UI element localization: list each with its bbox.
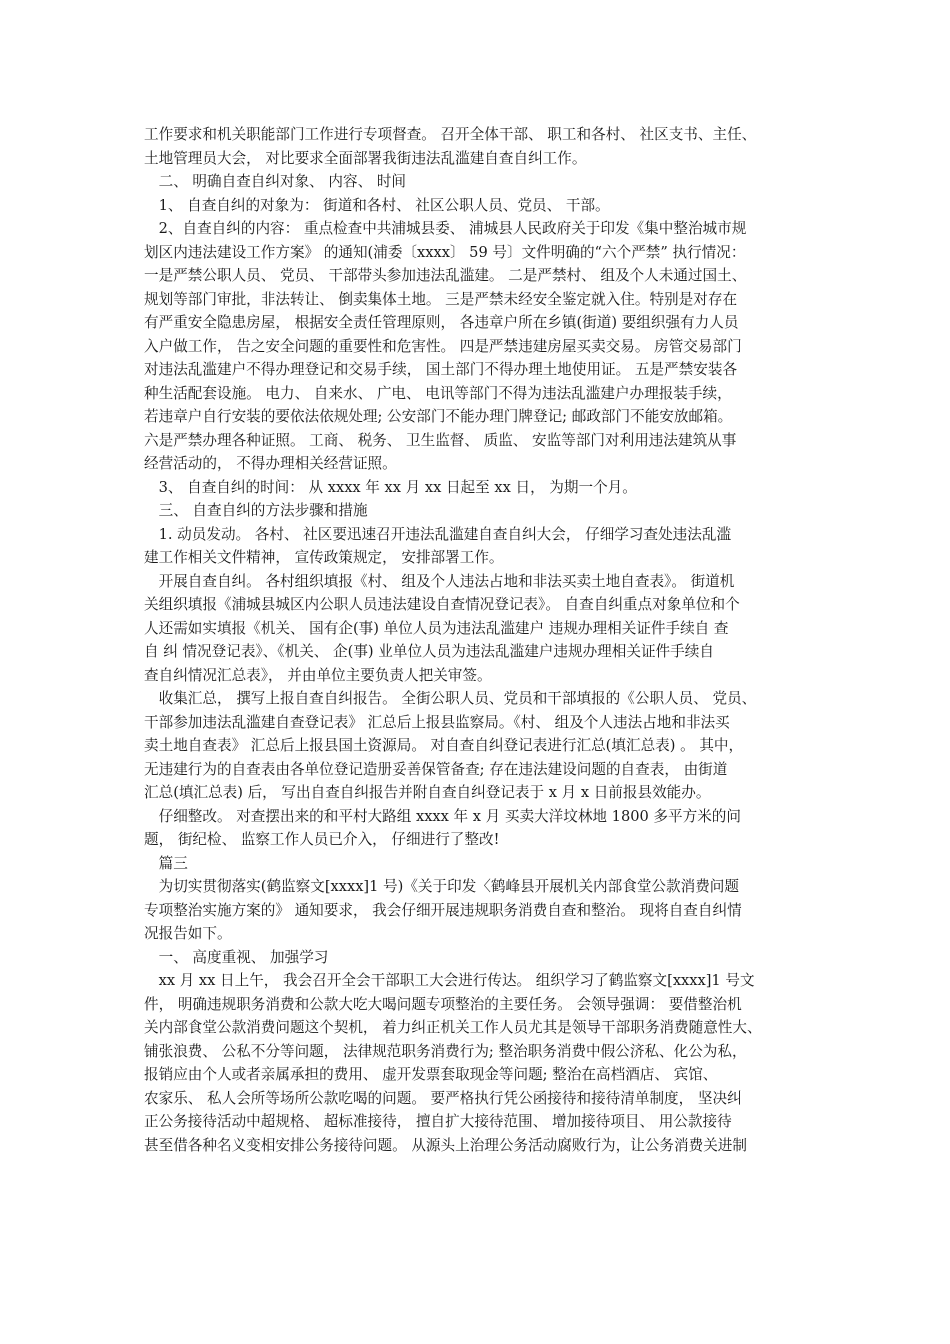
text-line: 件， 明确违规职务消费和公款大吃大喝问题专项整治的主要任务。 会领导强调： 要借整治机 [144, 995, 742, 1013]
text-line: 二、 明确自查自纠对象、 内容、 时间 [144, 173, 407, 190]
text-line: 建工作相关文件精神， 宣传政策规定， 安排部署工作。 [144, 549, 504, 566]
text-line: 收集汇总， 撰写上报自查自纠报告。 全街公职人员、党员和干部填报的《公职人员、 党员、 [144, 690, 757, 707]
text-line: 关内部食堂公款消费问题这个契机， 着力纠正机关工作人员尤其是领导干部职务消费随意性大、 [144, 1019, 762, 1036]
text-line: 正公务接待活动中超规格、 超标准接待， 擅自扩大接待范围、 增加接待项目、 用公款接待 [144, 1113, 732, 1130]
text-line: 仔细整改。 对查摆出来的和平村大路组 xxxx 年 x 月 买卖大洋坟林地 1800 多平方米的问 [144, 807, 741, 825]
text-line: 自 纠 情况登记表》、《机关、 企(事) 业单位人员为违法乱滥建户违规办理相关证件手续自 [144, 643, 714, 660]
text-line: 卖土地自查表》 汇总后上报县国土资源局。 对自查自纠登记表进行汇总(填汇总表) 。 其中， [144, 737, 744, 754]
text-line: 六是严禁办理各种证照。 工商、 税务、 卫生监督、 质监、 安监等部门对利用违法建筑从事 [144, 431, 737, 449]
text-line: 对违法乱滥建户不得办理登记和交易手续， 国土部门不得办理土地使用证。 五是严禁安装各 [144, 361, 738, 378]
text-line: 1、 自查自纠的对象为： 街道和各村、 社区公职人员、党员、 干部。 [144, 196, 610, 214]
text-line: 干部参加违法乱滥建自查登记表》 汇总后上报县监察局。《村、 组及个人违法占地和非法买 [144, 713, 730, 731]
text-line: 土地管理员大会， 对比要求全面部署我街违法乱滥建自查自纠工作。 [144, 149, 587, 167]
text-line: 经营活动的， 不得办理相关经营证照。 [144, 455, 397, 472]
text-line: 无违建行为的自查表由各单位登记造册妥善保管备查; 存在违法建设问题的自查表， 由街道 [144, 760, 728, 778]
text-line: 1. 动员发动。 各村、 社区要迅速召开违法乱滥建自查自纠大会， 仔细学习查处违法乱滥 [144, 525, 732, 543]
text-line: xx 月 xx 日上午， 我会召开全会干部职工大会进行传达。 组织学习了鹤监察文[xxxx]1 号文 [144, 972, 755, 989]
text-line: 规划等部门审批，非法转让、 倒卖集体土地。 三是严禁未经安全鉴定就入住。特别是对存在 [144, 290, 738, 308]
text-line: 关组织填报《浦城县城区内公职人员违法建设自查情况登记表》。 自查自纠重点对象单位和个 [144, 596, 740, 613]
text-line: 划区内违法建设工作方案》 的通知(浦委〔xxxx〕 59 号〕文件明确的“六个严禁” 执行情况： [144, 243, 746, 261]
text-line: 甚至借各种名义变相安排公务接待问题。 从源头上治理公务活动腐败行为，让公务消费关进制 [144, 1136, 747, 1154]
text-line: 为切实贯彻落实(鹤监察文[xxxx]1 号)《关于印发〈鹤峰县开展机关内部食堂公款消费问题 [144, 878, 739, 895]
text-line: 3、 自查自纠的时间： 从 xxxx 年 xx 月 xx 日起至 xx 日， 为期一个月。 [144, 478, 637, 496]
text-line: 况报告如下。 [144, 925, 232, 942]
text-line: 种生活配套设施。 电力、 自来水、 广电、 电讯等部门不得为违法乱滥建户办理报装手续， [144, 384, 732, 402]
text-line: 报销应由个人或者亲属承担的费用、 虚开发票套取现金等问题; 整治在高档酒店、 宾馆、 [144, 1066, 718, 1083]
document-page [144, 123, 824, 1157]
text-line: 查自纠情况汇总表》， 并由单位主要负责人把关审签。 [144, 666, 492, 684]
text-line: 篇三 [144, 854, 188, 872]
text-line: 题， 街纪检、 监察工作人员已介入， 仔细进行了整改! [144, 831, 500, 848]
text-line: 有严重安全隐患房屋， 根据安全责任管理原则， 各违章户所在乡镇(街道) 要组织强有力人员 [144, 314, 739, 331]
text-line: 专项整治实施方案的》 通知要求， 我会仔细开展违规职务消费自查和整治。 现将自查自纠情 [144, 901, 742, 919]
text-line: 一、 高度重视、 加强学习 [144, 948, 329, 966]
text-line: 开展自查自纠。 各村组织填报《村、 组及个人违法占地和非法买卖土地自查表》。 街道机 [144, 572, 735, 590]
text-line: 农家乐、 私人会所等场所公款吃喝的问题。 要严格执行凭公函接待和接待清单制度， 坚决纠 [144, 1089, 742, 1107]
text-line: 一是严禁公职人员、 党员、 干部带头参加违法乱滥建。 二是严禁村、 组及个人未通过国土、 [144, 267, 747, 284]
text-line: 人还需如实填报《机关、 国有企(事) 单位人员为违法乱滥建户 违规办理相关证件手续自 查 [144, 619, 729, 637]
text-line: 汇总(填汇总表) 后， 写出自查自纠报告并附自查自纠登记表于 x 月 x 日前报县效能办。 [144, 784, 711, 801]
text-line: 2、自查自纠的内容： 重点检查中共浦城县委、 浦城县人民政府关于印发《集中整治城市规 [144, 220, 747, 237]
text-line: 铺张浪费、 公私不分等问题， 法律规范职务消费行为; 整治职务消费中假公济私、化公为私， [144, 1042, 747, 1060]
text-line: 三、 自查自纠的方法步骤和措施 [144, 502, 368, 519]
text-line: 工作要求和机关职能部门工作进行专项督查。 召开全体干部、 职工和各村、 社区支书、主任、 [144, 126, 757, 143]
text-line: 入户做工作， 告之安全问题的重要性和危害性。 四是严禁违建房屋买卖交易。 房管交易部门 [144, 337, 742, 355]
text-line: 若违章户自行安装的要依法依规处理; 公安部门不能办理门牌登记; 邮政部门不能安放邮箱。 [144, 408, 733, 425]
